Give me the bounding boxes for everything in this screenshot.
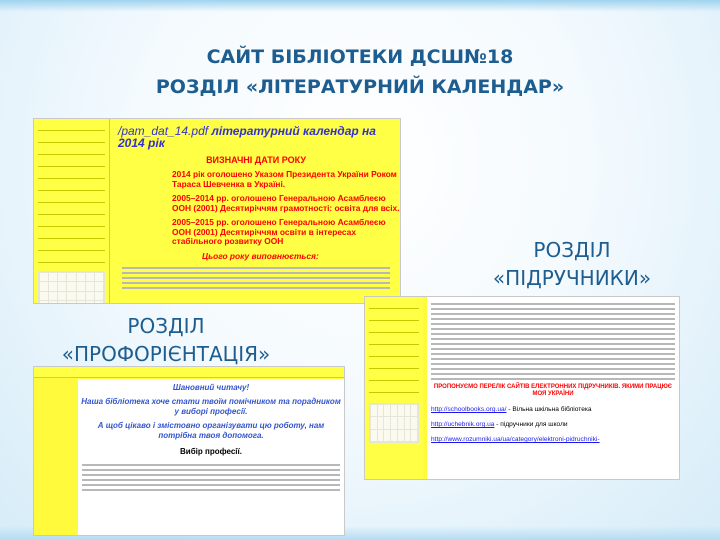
form-line	[82, 469, 340, 471]
greeting-text-2: А щоб цікаво і змістовно організувати цю роботу, нам потрібна твоя допомога.	[97, 421, 325, 440]
text-line	[431, 358, 675, 360]
paragraph-literacy-decade: 2005–2014 рр. оголошено Генеральною Асамблеєю ООН (2001) Десятиріччям грамотності: освіта для всіх.	[172, 193, 400, 213]
list-item	[122, 287, 390, 289]
text-line	[431, 348, 675, 350]
sidebar-nav-item[interactable]	[38, 194, 105, 203]
sidebar-nav-item[interactable]	[38, 206, 105, 215]
sidebar-nav-item[interactable]	[38, 146, 105, 155]
calendar-screenshot	[33, 118, 401, 304]
sidebar-nav-item[interactable]	[369, 372, 419, 381]
form-line	[82, 484, 340, 486]
text-line	[431, 323, 675, 325]
text-line	[431, 378, 675, 380]
link-description: - підручники для школи	[494, 421, 568, 428]
anniversary-list	[118, 267, 394, 289]
list-item	[122, 282, 390, 284]
text-line	[431, 353, 675, 355]
form-line	[82, 489, 340, 491]
slide-title-line-1: САЙТ БІБЛІОТЕКИ ДСШ№18	[206, 46, 514, 68]
career-label-line-2: «ПРОФОРІЄНТАЦІЯ»	[61, 342, 271, 366]
form-line	[82, 464, 340, 466]
text-line	[431, 328, 675, 330]
text-line	[431, 303, 675, 305]
sidebar-nav-item[interactable]	[38, 170, 105, 179]
sidebar-nav-item[interactable]	[369, 336, 419, 345]
textbooks-label-line-1: РОЗДІЛ	[533, 238, 611, 262]
dates-heading: ВИЗНАЧНІ ДАТИ РОКУ	[206, 155, 306, 165]
textbooks-sidebar	[365, 297, 423, 479]
paragraph-shevchenko-year: 2014 рік оголошено Указом Президента України Роком Тараса Шевченка в Україні.	[172, 169, 397, 189]
slide-title	[60, 42, 660, 102]
text-line	[431, 338, 675, 340]
form-line	[82, 479, 340, 481]
career-sidebar	[34, 379, 74, 535]
career-section-label	[34, 312, 298, 368]
calendar-content	[112, 119, 400, 303]
sidebar-nav-item[interactable]	[369, 300, 419, 309]
text-line	[431, 318, 675, 320]
text-line	[431, 363, 675, 365]
text-line	[431, 343, 675, 345]
calendar-sidebar	[34, 119, 110, 303]
uchebnik-link[interactable]: http://uchebnik.org.ua	[431, 421, 495, 428]
career-content	[78, 379, 344, 535]
sidebar-nav-item[interactable]	[369, 324, 419, 333]
text-line	[431, 368, 675, 370]
pdf-link[interactable]: /pam_dat_14.pdf	[118, 124, 209, 138]
sidebar-nav-item[interactable]	[369, 348, 419, 357]
textbooks-screenshot	[364, 296, 680, 480]
calendar-widget[interactable]	[369, 403, 419, 443]
schoolbooks-link[interactable]: http://schoolbooks.org.ua/	[431, 406, 507, 413]
pdf-line	[118, 125, 394, 149]
form-line	[82, 474, 340, 476]
textbooks-red-note: ПРОПОНУЄМО ПЕРЕЛІК САЙТІВ ЕЛЕКТРОННИХ ПІДРУЧНИКІВ. ЯКИМИ ПРАЦЮЄ МОЯ УКРАЇНИ	[433, 384, 673, 397]
link-row-rozumniki	[431, 436, 675, 443]
sidebar-nav-item[interactable]	[369, 360, 419, 369]
list-item	[122, 277, 390, 279]
link-row-schoolbooks	[431, 406, 675, 413]
calendar-widget[interactable]	[38, 271, 105, 304]
career-screenshot	[33, 366, 345, 536]
text-line	[431, 313, 675, 315]
sidebar-nav-item[interactable]	[38, 158, 105, 167]
career-label-line-1: РОЗДІЛ	[127, 314, 205, 338]
slide-title-line-2: РОЗДІЛ «ЛІТЕРАТУРНИЙ КАЛЕНДАР»	[155, 76, 565, 98]
sidebar-nav-item[interactable]	[369, 312, 419, 321]
sidebar-nav-item[interactable]	[38, 218, 105, 227]
pdf-title: літературний календар на 2014 рік	[118, 124, 376, 150]
textbooks-content	[427, 297, 679, 479]
greeting-text-1: Наша бібліотека хоче стати твоїм помічником та порадником у виборі професії.	[81, 397, 341, 416]
sidebar-nav-item[interactable]	[369, 384, 419, 393]
paragraph-anniversaries: Цього року виповнюється:	[202, 250, 319, 261]
sidebar-nav-item[interactable]	[38, 182, 105, 191]
sidebar-nav-item[interactable]	[38, 134, 105, 143]
textbooks-label-line-2: «ПІДРУЧНИКИ»	[492, 266, 652, 290]
career-topbar	[34, 367, 344, 378]
text-line	[431, 373, 675, 375]
link-description: - Вільна шкільна бібліотека	[506, 406, 592, 413]
paragraph-education-decade: 2005–2015 рр. оголошено Генеральною Асамблеєю ООН (2001) Десятиріччям освіти в інтересах стабільного розвитку ООН	[172, 217, 386, 246]
rozumniki-link[interactable]: http://www.rozumniki.ua/ua/category/elektroni-pidruchniki-	[431, 436, 600, 443]
sidebar-nav-item[interactable]	[38, 122, 105, 131]
text-line	[431, 308, 675, 310]
link-row-uchebnik	[431, 421, 675, 428]
sidebar-nav-item[interactable]	[38, 242, 105, 251]
list-item	[122, 267, 390, 269]
sidebar-nav-item[interactable]	[38, 230, 105, 239]
career-choice-heading: Вибір професії.	[180, 447, 242, 456]
greeting-title: Шановний читачу!	[172, 383, 250, 392]
textbooks-section-label	[462, 236, 682, 292]
top-decor-band	[0, 0, 720, 12]
list-item	[122, 272, 390, 274]
text-line	[431, 333, 675, 335]
sidebar-nav-item[interactable]	[38, 254, 105, 263]
